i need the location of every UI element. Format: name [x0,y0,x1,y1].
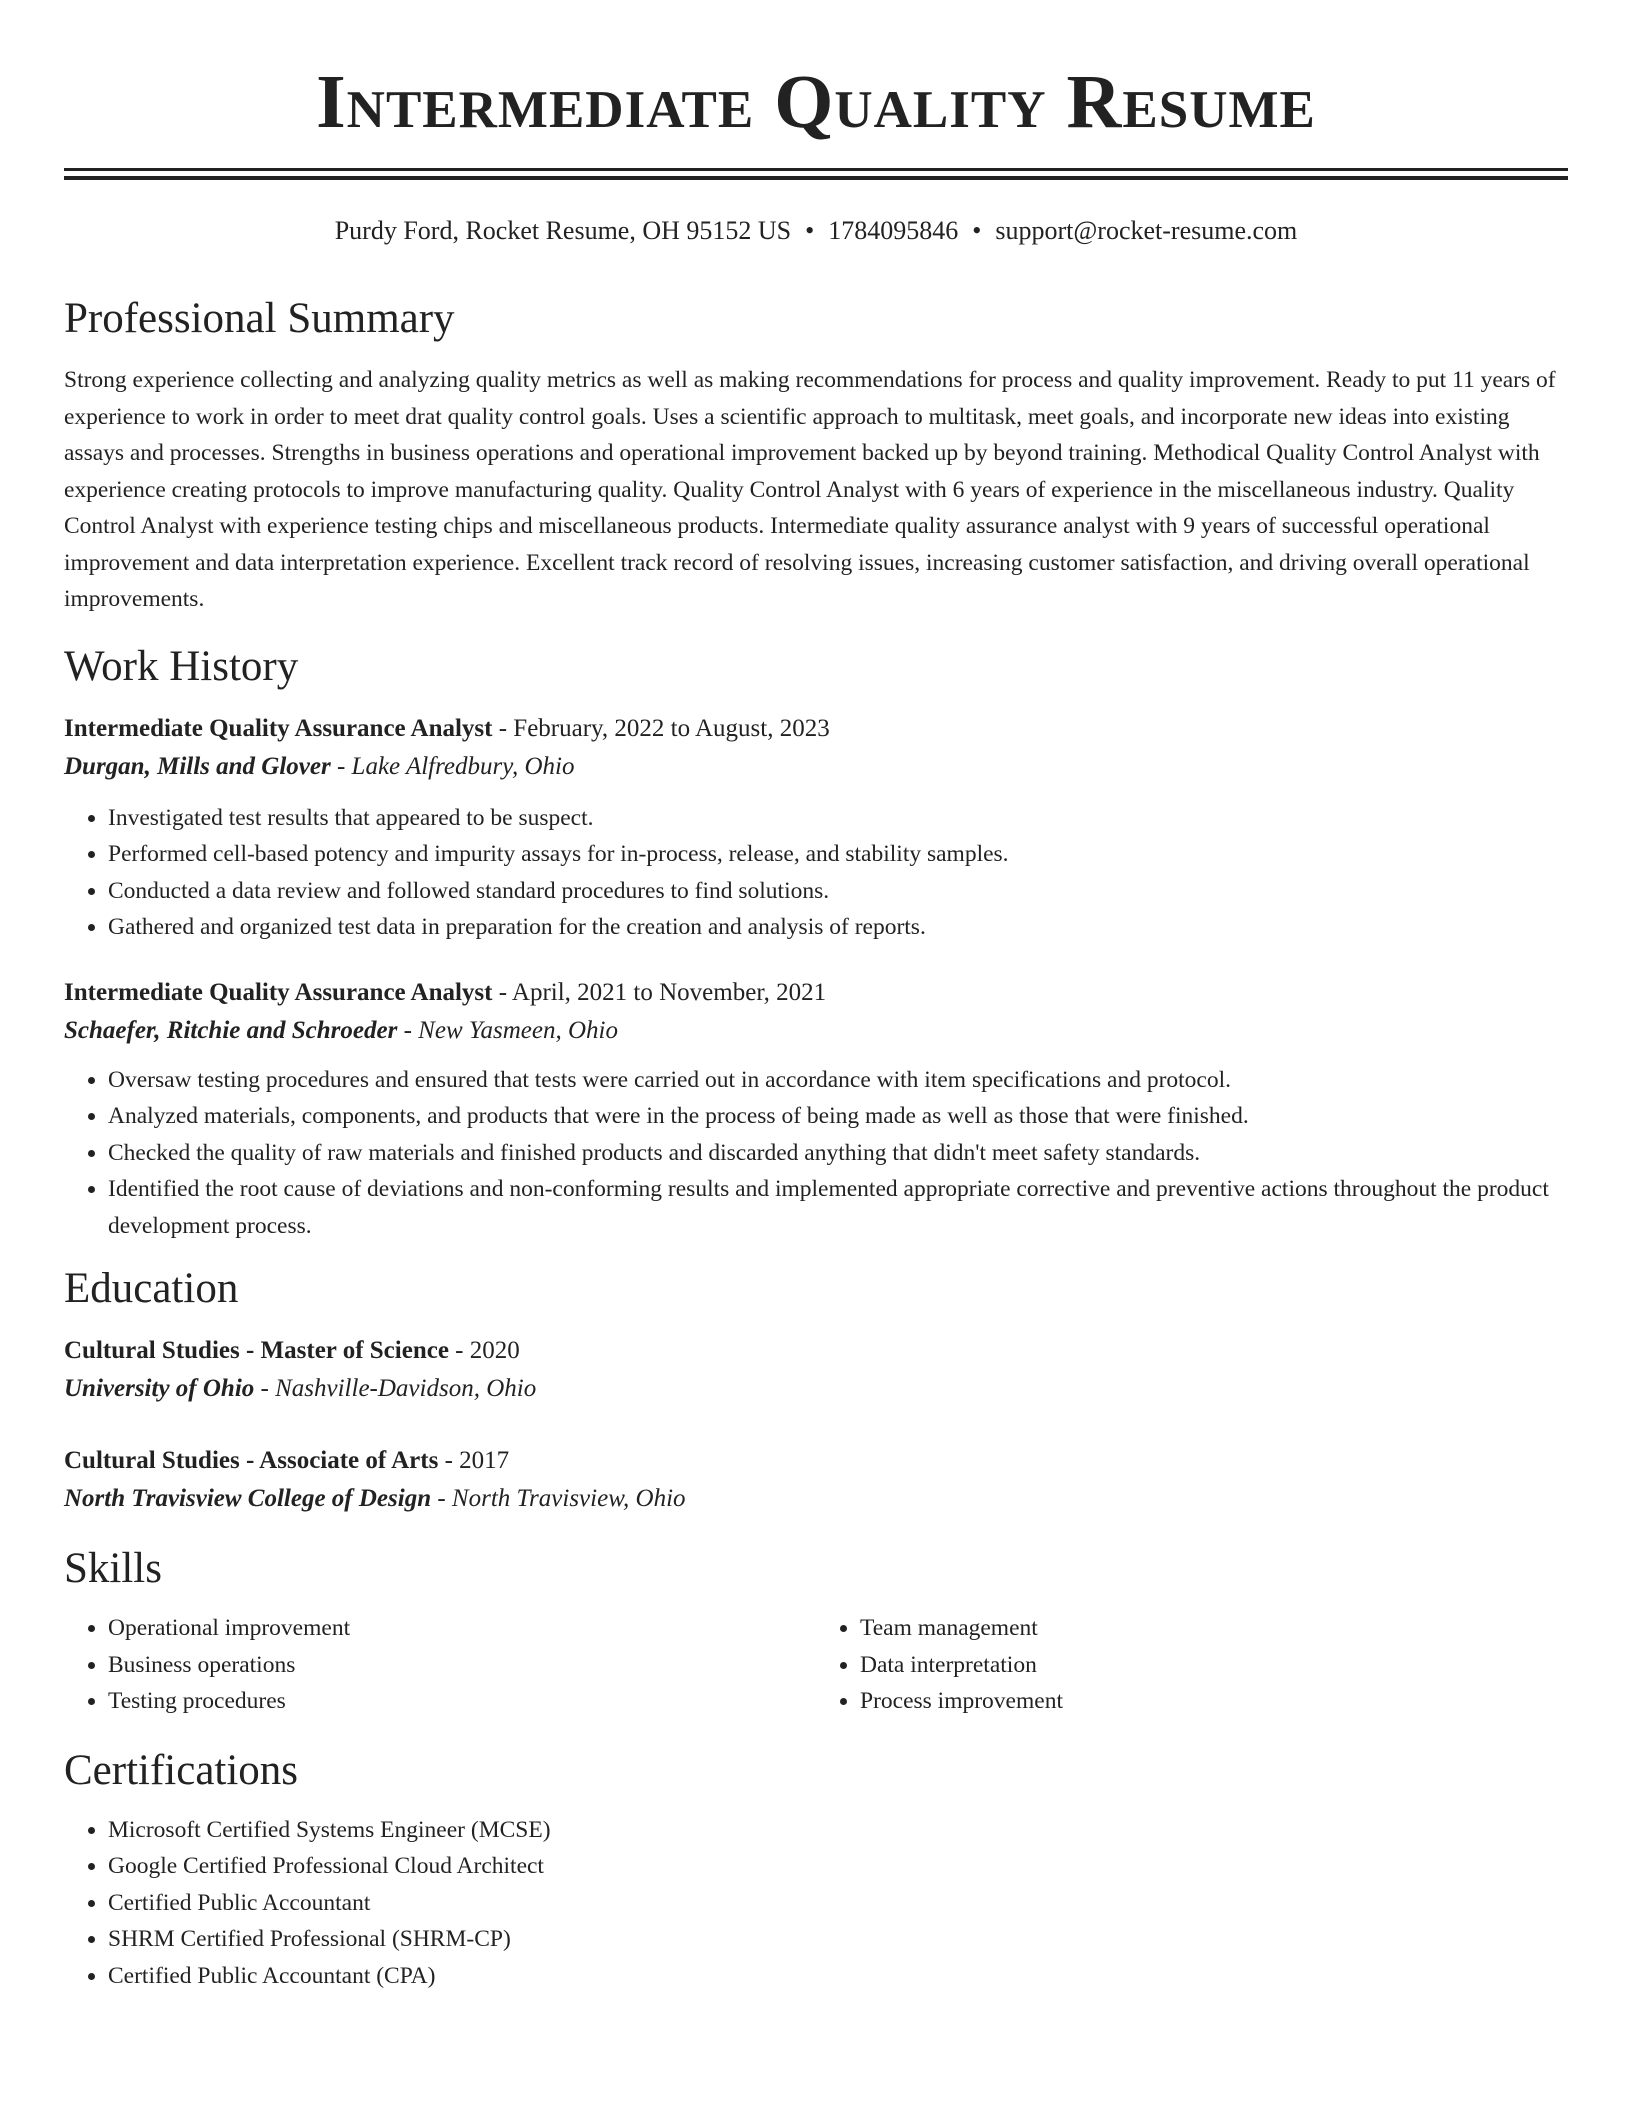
list-item: • Data interpretation [860,1647,1568,1684]
list-item: • Process improvement [860,1683,1568,1720]
list-item: • Performed cell-based potency and impurity assays for in-process, release, and stability samples. [108,836,1568,873]
job-bullets [64,1062,1568,1245]
education-degree: Cultural Studies - Associate of Arts [64,1447,439,1474]
education-entry [64,1332,1568,1408]
job-location: - Lake Alfredbury, Ohio [330,752,575,780]
summary-heading: Professional Summary [64,295,455,342]
job-header [64,710,1568,748]
contact-phone: 1784095846 [828,216,959,245]
list-item: • Identified the root cause of deviations and non-conforming results and implemented appropriate corrective and preventive actions throughout the product development process. [108,1171,1568,1244]
job-entry [64,710,1568,946]
skills-grid [64,1610,1568,1720]
certifications-section [64,1746,1568,1995]
education-school-line [64,1480,1568,1518]
contact-separator: • [805,216,815,245]
job-company: Durgan, Mills and Glover [64,752,331,780]
job-title: Intermediate Quality Assurance Analyst [64,714,493,742]
summary-text: Strong experience collecting and analyzing quality metrics as well as making recommendations for process and quality improvement. Ready to put 11 years of experience to work in order to meet drat quality control goals. Uses a scientific approach to multitask, meet goals, and incorporate new ideas into existing assays and processes. Strengths in business operations and operational improvement backed up by beyond training. Methodical Quality Control Analyst with experience creating protocols to improve manufacturing quality. Quality Control Analyst with 6 years of experience in the miscellaneous industry. Quality Control Analyst with experience testing chips and miscellaneous products. Intermediate quality assurance analyst with 9 years of successful operational improvement and data interpretation experience. Excellent track record of resolving issues, increasing customer satisfaction, and driving overall operational improvements. [64,367,1556,612]
summary-section [64,294,1568,618]
job-company-line [64,1012,1568,1050]
job-company-line [64,748,1568,786]
job-entry [64,974,1568,1245]
list-item: • Testing procedures [108,1683,816,1720]
work-history-heading: Work History [64,642,299,690]
list-item: • Checked the quality of raw materials and finished products and discarded anything that didn't meet safety standards. [108,1135,1568,1172]
contact-line [64,214,1568,248]
job-bullets [64,800,1568,946]
job-dates: - April, 2021 to November, 2021 [492,978,827,1006]
list-item: • Gathered and organized test data in preparation for the creation and analysis of reports. [108,909,1568,946]
education-heading: Education [64,1265,239,1312]
list-item: • Conducted a data review and followed standard procedures to find solutions. [108,873,1568,910]
contact-email[interactable]: support@rocket-resume.com [995,216,1298,245]
education-location: - North Travisview, Ohio [431,1485,686,1512]
resume-page [64,0,1568,1994]
education-header [64,1332,1568,1370]
skills-section [64,1544,1568,1720]
education-year: - 2017 [438,1447,510,1474]
list-item: • Certified Public Accountant (CPA) [108,1958,1568,1995]
list-item: • Investigated test results that appeared to be suspect. [108,800,1568,837]
education-entry [64,1442,1568,1518]
education-section [64,1264,1568,1518]
list-item: • Certified Public Accountant [108,1885,1568,1922]
education-year: - 2020 [448,1337,520,1364]
certifications-list [64,1812,1568,1995]
contact-address: Purdy Ford, Rocket Resume, OH 95152 US [334,216,792,245]
work-history-section [64,642,1568,1245]
job-company: Schaefer, Ritchie and Schroeder [64,1016,398,1044]
list-item: • Business operations [108,1647,816,1684]
certifications-heading: Certifications [64,1746,299,1794]
job-location: - New Yasmeen, Ohio [397,1016,618,1044]
education-school: North Travisview College of Design [64,1485,432,1512]
list-item: • Analyzed materials, components, and products that were in the process of being made as well as those that were finished. [108,1098,1568,1135]
education-location: - Nashville-Davidson, Ohio [254,1375,537,1402]
list-item: • Operational improvement [108,1610,816,1647]
list-item: • Microsoft Certified Systems Engineer (MCSE) [108,1812,1568,1849]
list-item: • Oversaw testing procedures and ensured that tests were carried out in accordance with item specifications and protocol. [108,1062,1568,1099]
list-item: • Team management [860,1610,1568,1647]
job-dates: - February, 2022 to August, 2023 [492,714,830,742]
education-degree: Cultural Studies - Master of Science [64,1337,449,1364]
skills-list-left [64,1610,816,1720]
skills-heading: Skills [64,1545,162,1592]
job-header [64,974,1568,1012]
education-header [64,1442,1568,1480]
education-school: University of Ohio [64,1375,255,1402]
education-school-line [64,1370,1568,1408]
resume-title: Intermediate Quality Resume [316,60,1316,144]
list-item: • Google Certified Professional Cloud Architect [108,1848,1568,1885]
job-title: Intermediate Quality Assurance Analyst [64,978,493,1006]
contact-separator: • [972,216,982,245]
skills-list-right [816,1610,1568,1720]
title-divider [64,168,1568,180]
list-item: • SHRM Certified Professional (SHRM-CP) [108,1921,1568,1958]
